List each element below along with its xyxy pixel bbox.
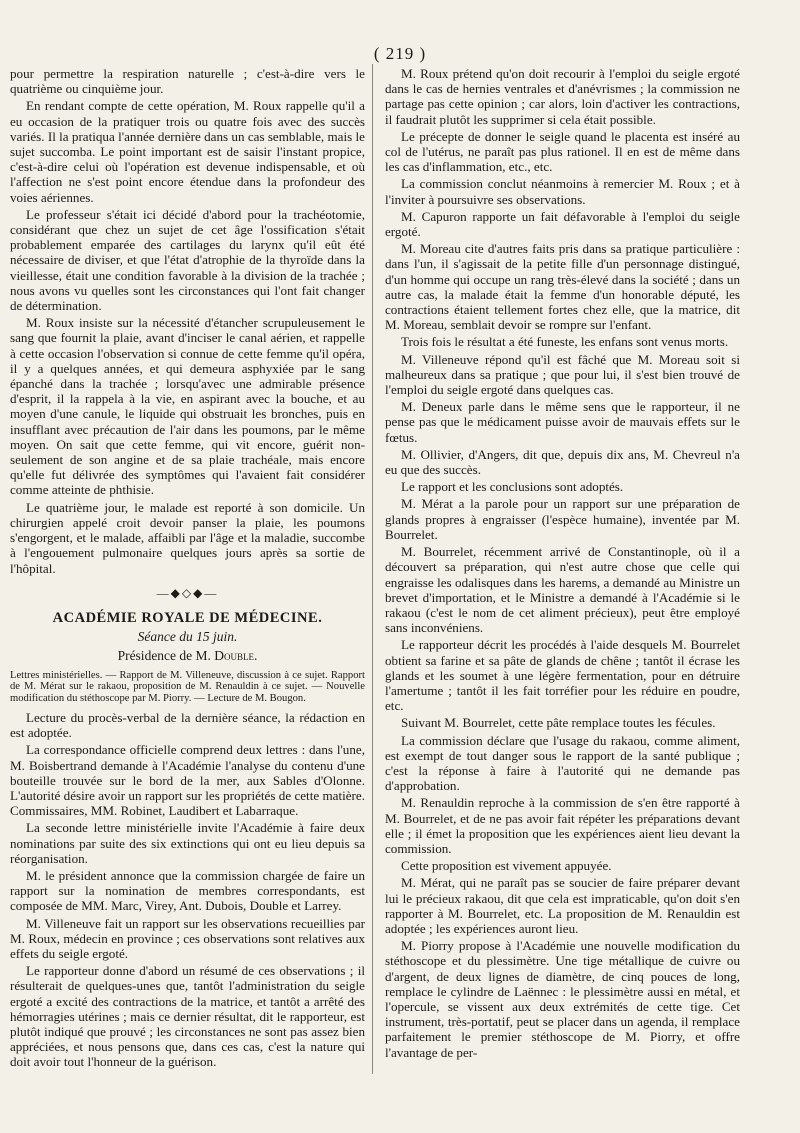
- column-divider: [372, 64, 373, 1074]
- paragraph: M. Deneux parle dans le même sens que le rapporteur, il ne pense pas que le médicament puisse avoir de mauvais effets sur le fœtus.: [385, 399, 740, 445]
- paragraph: M. Moreau cite d'autres faits pris dans sa pratique particulière : dans l'un, il s'agissait de la petite fille d'un personnage distingué, d'un homme qui occupe un rang très-élevé dans la société ; dans un autre cas, la malade était la femme d'un honorable député, les contractions étaient tellement fortes chez elle, que la matrice, dit M. Moreau, semblait devoir se rompre sur l'enfant.: [385, 241, 740, 333]
- presidence-prefix: Présidence de M.: [117, 648, 215, 664]
- paragraph: Trois fois le résultat a été funeste, les enfans sont venus morts.: [401, 334, 729, 350]
- paragraph: M. Piorry propose à l'Académie une nouvelle modification du stéthoscope et du plessimètre. Une tige métallique de cuivre ou d'argent, de deux lignes de diamètre, de cinq pouces de long, remplace le cylindre de Laënnec : le plessimètre aussi en métal, et l'opercule, se vissent aux deux extrémités de cette tige. Cet instrument, très-portatif, peut se placer dans un agenda, il remplace parfaitement le premier stéthoscope de M. Piorry, et offre l'avantage de per-: [385, 938, 740, 1060]
- paragraph: La correspondance officielle comprend deux lettres : dans l'une, M. Boisbertrand demande à l'Académie l'analyse du contenu d'une bouteille trouvée sur le bord de la mer, aux Sables d'Olonne. L'autorité désire avoir un rapport sur les propriétés de cette matière. Commissaires, MM. Robinet, Laudibert et Labarraque.: [10, 742, 365, 819]
- paragraph: M. Capuron rapporte un fait défavorable à l'emploi du seigle ergoté.: [385, 208, 740, 240]
- paragraph: M. Bourrelet, récemment arrivé de Constantinople, où il a découvert sa préparation, qui n'est autre chose que celle qui engraisse les odalisques dans les harems, a demandé au Ministre un brevet d'importation, et le Ministre a demandé à l'Académie si le rakaou (c'est le nom de cet aliment précieux), peut être employé sans inconvéniens.: [385, 544, 740, 636]
- session-summary: Lettres ministérielles. — Rapport de M. Villeneuve, discussion à ce sujet. Rapport de M. Mérat sur le rakaou, proposition de M. Renauldin à ce sujet. — Nouvelle modification du stéthoscope par M. Piorry. — Lecture de M. Bougon.: [10, 669, 365, 704]
- paragraph: En rendant compte de cette opération, M. Roux rappelle qu'il a eu occasion de la pratiquer trois ou quatre fois avec des succès variés. Il la pratiqua l'année dernière dans un cas semblable, mais le sujet succomba. Le point important est de saisir l'instant propice, c'est-à-dire celui où l'opération est devenue indispensable, et où l'affection ne s'est point encore étendue dans la profondeur des voies aériennes.: [10, 98, 365, 205]
- paragraph: M. Villeneuve fait un rapport sur les observations recueillies par M. Roux, médecin en province ; ces observations sont relatives aux effets du seigle ergoté.: [10, 915, 365, 962]
- paragraph: Le rapporteur décrit les procédés à l'aide desquels M. Bourrelet obtient sa farine et sa pâte de glands de chêne ; tantôt il écrase les glands et les soumet à une légère fermentation, pour en détruire l'amertume ; tantôt il les fait torréfier pour les réduire en poudre, etc.: [385, 637, 740, 714]
- paragraph: La commission déclare que l'usage du rakaou, comme aliment, est exempt de tout danger sous le rapport de la santé publique ; c'est la réponse à faire à l'autorité qui ne demande pas d'approbation.: [385, 732, 740, 794]
- right-column: [385, 66, 740, 1062]
- page-number: ( 219 ): [373, 44, 427, 63]
- paragraph: M. Mérat, qui ne paraît pas se soucier de faire préparer devant lui le précieux rakaou, dit que cela est impraticable, qu'on doit s'en rapporter à M. Bourrelet, etc. La proposition de M. Renauldin est adoptée ; les expériences auront lieu.: [385, 875, 740, 936]
- paragraph: M. Renauldin reproche à la commission de s'en être rapporté à M. Bourrelet, et de ne pas avoir fait répéter les préparations devant elle ; il émet la proposition que les expériences aient lieu devant la commission.: [385, 795, 740, 856]
- paragraph: Suivant M. Bourrelet, cette pâte remplace toutes les fécules.: [401, 715, 716, 731]
- paragraph: M. Mérat a la parole pour un rapport sur une préparation de glands propres à engraisser (l'espèce humaine), inventée par M. Bourrelet.: [385, 496, 740, 542]
- president-name: Double.: [214, 648, 258, 664]
- paragraph: M. Roux prétend qu'on doit recourir à l'emploi du seigle ergoté dans le cas de hernies ventrales et d'anévrismes ; la commission ne partage pas cette opinion ; car alors, loin d'activer les contractions, il faudrait plutôt les supprimer si cela était possible.: [385, 66, 740, 127]
- paragraph: M. Ollivier, d'Angers, dit que, depuis dix ans, M. Chevreul n'a eu que des succès.: [385, 446, 740, 478]
- paragraph: Le précepte de donner le seigle quand le placenta est inséré au col de l'utérus, ne paraît pas plus rationel. Il en est de même dans les cas d'inflammation, etc., etc.: [385, 128, 740, 175]
- paragraph: Le quatrième jour, le malade est reporté à son domicile. Un chirurgien appelé croit devoir panser la plaie, les poumons s'engorgent, et le malade, affaibli par l'âge et la maladie, succombe à l'engouement pulmonaire quelques jours après sa sortie de l'hôpital.: [10, 499, 365, 576]
- paragraph: La commission conclut néanmoins à remercier M. Roux ; et à l'inviter à poursuivre ses observations.: [385, 176, 740, 207]
- paragraph: Le rapport et les conclusions sont adoptés.: [401, 479, 624, 495]
- section-separator: —◆◇◆—: [156, 585, 219, 600]
- seance-date: Séance du 15 juin.: [137, 629, 238, 645]
- presidence-line: [10, 648, 365, 663]
- paragraph: M. Villeneuve répond qu'il est fâché que M. Moreau soit si malheureux dans sa pratique ; que pour lui, il s'est bien trouvé de l'emploi du seigle ergoté dans quelques cas.: [385, 351, 740, 398]
- paragraph: Cette proposition est vivement appuyée.: [401, 858, 612, 874]
- paragraph: Le rapporteur donne d'abord un résumé de ces observations ; il résulterait de quelques-unes que, tantôt l'administration du seigle ergoté a excité des contractions de la matrice, et tantôt a arrêté des hémorragies utérines ; mais ce dernier résultat, dit le rapporteur, est plutôt indiqué que prouvé ; les circonstances ne sont pas assez bien appréciées, et nous pensons que, dans ces cas, c'est la nature qui doit avoir tout l'honneur de la guérison.: [10, 963, 365, 1070]
- paragraph: La seconde lettre ministérielle invite l'Académie à faire deux nominations par suite des six extinctions qui ont eu lieu depuis sa réorganisation.: [10, 820, 365, 866]
- paragraph: pour permettre la respiration naturelle ; c'est-à-dire vers le quatrième ou cinquième jour.: [10, 66, 365, 97]
- paragraph: M. le président annonce que la commission chargée de faire un rapport sur la nomination de membres correspondants, est composée de MM. Marc, Virey, Ant. Dubois, Double et Larrey.: [10, 868, 365, 914]
- paragraph: Lecture du procès-verbal de la dernière séance, la rédaction en est adoptée.: [10, 710, 365, 741]
- paragraph: Le professeur s'était ici décidé d'abord pour la trachéotomie, considérant que chez un sujet de cet âge l'ossification s'était probablement emparée des cartilages du larynx qu'il eût été nécessaire de diviser, et que l'état d'atrophie de la thyroïde dans la vieillesse, était une condition favorable à la division de la trachée ; nous avons vu quelles sont les circonstances qui l'ont fait changer de détermination.: [10, 206, 365, 314]
- left-column: [10, 66, 365, 1072]
- section-title: ACADÉMIE ROYALE DE MÉDECINE.: [52, 609, 323, 626]
- paragraph: M. Roux insiste sur la nécessité d'étancher scrupuleusement le sang que fournit la plaie, avant d'inciser le canal aérien, et rappelle à cette occasion l'observation si connue de cette femme qu'il opéra, il y a quelques années, et qui demeura asphyxiée par le sang épanché dans la trachée ; lorsqu'avec une admirable présence d'esprit, il la rappela à la vie, en aspirant avec la bouche, et au moyen d'une canule, le liquide qui obstruait les bronches, puis en insufflant avec précaution de l'air dans les poumons, par le même moyen. On sait que cette femme, qui vit encore, guérit non-seulement de son angine et de sa plaie trachéale, mais encore qu'elle fut délivrée des symptômes qui l'avaient fait considérer comme atteinte de phthisie.: [10, 315, 365, 498]
